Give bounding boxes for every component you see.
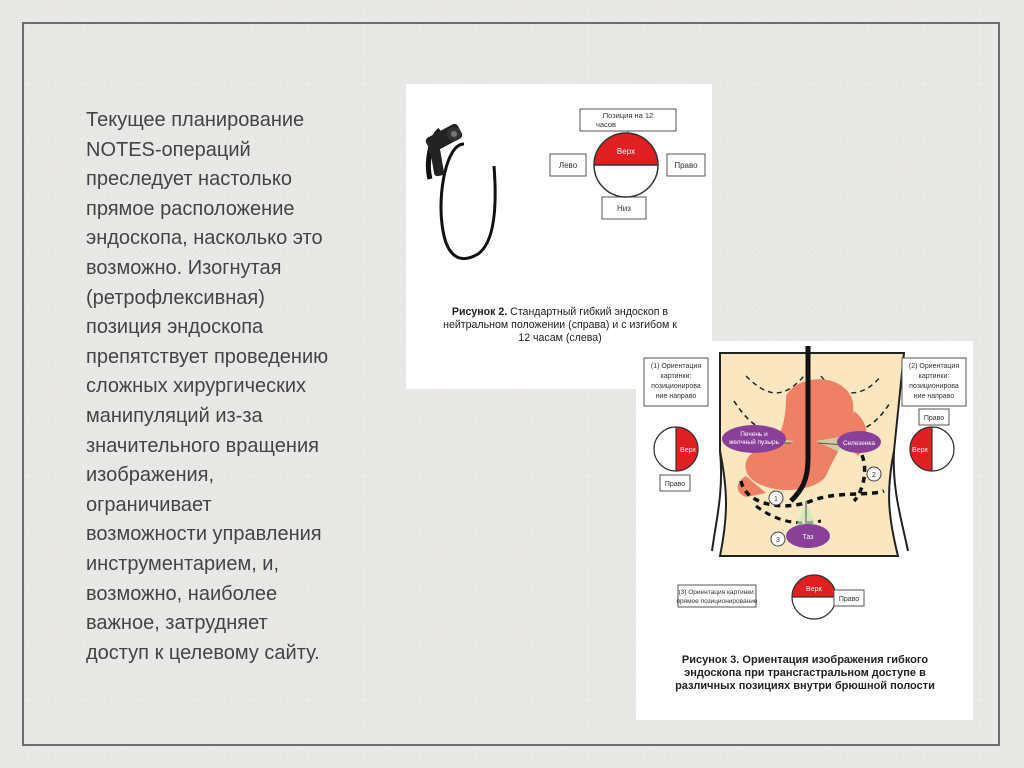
bottom-circle-sub: Право <box>838 596 860 603</box>
figure-3 <box>636 341 973 720</box>
marker-2: 2 <box>872 472 876 479</box>
body-line: возможно, наиболее <box>86 582 278 605</box>
body-line: сложных хирургических <box>86 375 307 398</box>
fig3-caption-line: Ориентация изображения гибкого <box>739 654 929 666</box>
slide-body-text <box>86 106 391 668</box>
body-line: NOTES-операций <box>86 138 251 161</box>
box3-line: (3) Ориентация картинки: <box>678 589 756 596</box>
bottom-circle-label: Верх <box>806 586 822 593</box>
endoscope-icon <box>424 122 495 258</box>
organ-liver-label-2: желчный пузырь <box>729 439 779 446</box>
body-line: прямое расположение <box>86 197 295 220</box>
right-circle-label: Верх <box>912 447 928 454</box>
fig2-caption-line: 12 часам (слева) <box>518 332 602 344</box>
body-line: инструментарием, и, <box>86 552 280 575</box>
body-line: преследует настолько <box>86 168 293 191</box>
box2-line: картинки: <box>918 373 950 380</box>
body-line: доступ к целевому сайту. <box>86 641 320 664</box>
box1-line: позиционирова <box>651 383 701 390</box>
box2-line: позиционирова <box>909 383 959 390</box>
fig2-bottom-label: Низ <box>617 204 631 213</box>
organ-liver-label-1: Печень и <box>740 431 768 438</box>
box1-line: (1) Ориентация <box>650 363 702 370</box>
fig2-center-label: Верх <box>616 147 636 156</box>
body-line: Текущее планирование <box>86 109 305 131</box>
body-line: (ретрофлексивная) <box>86 286 265 309</box>
body-line: возможности управления <box>86 523 322 546</box>
body-line: изображения, <box>86 464 215 487</box>
left-orientation-circle <box>654 427 698 471</box>
body-line: эндоскопа, насколько это <box>86 227 323 250</box>
body-line: позиция эндоскопа <box>86 316 264 339</box>
body-line: препятствует проведению <box>86 345 329 368</box>
body-line: манипуляций из-за <box>86 404 263 427</box>
figure-2-caption <box>420 306 700 345</box>
figure-3-caption <box>644 654 966 693</box>
fig3-caption-bold: Рисунок 3. <box>681 654 740 666</box>
left-circle-sub: Право <box>664 481 686 488</box>
body-line: ограничивает <box>86 493 212 516</box>
fig3-caption-line: эндоскопа при трансгастральном доступе в <box>684 667 926 679</box>
marker-3: 3 <box>776 537 780 544</box>
body-line: значительного вращения <box>86 434 319 457</box>
fig2-top-label-2: часов <box>595 120 617 129</box>
box3-line: прямое позиционирование <box>676 598 758 605</box>
fig2-right-label: Право <box>674 161 698 170</box>
box2-line: ние направо <box>913 393 955 400</box>
right-orientation-circle <box>910 427 954 471</box>
fig2-caption-bold: Рисунок 2. <box>451 306 508 318</box>
abdomen-illustration <box>712 346 908 556</box>
orientation-circle <box>594 133 658 197</box>
left-circle-label: Верх <box>680 447 696 454</box>
fig2-left-label: Лево <box>558 161 578 170</box>
organ-spleen-label: Селезенка <box>842 440 876 447</box>
fig2-caption-line: нейтральном положении (справа) и с изгибом к <box>443 319 677 331</box>
body-line: важное, затрудняет <box>86 612 268 635</box>
fig2-top-label-1: Позиция на 12 <box>602 111 654 120</box>
marker-1: 1 <box>774 496 778 503</box>
organ-pelvis-label: Таз <box>802 534 814 541</box>
box2-line: (2) Ориентация <box>908 363 960 370</box>
bottom-orientation-circle <box>792 575 836 619</box>
fig2-caption-line: Стандартный гибкий эндоскоп в <box>507 306 669 318</box>
fig3-caption-line: различных позициях внутри брюшной полости <box>675 680 935 692</box>
box1-line: ние направо <box>655 393 697 400</box>
box1-line: картинки: <box>660 373 692 380</box>
right-circle-sub: Право <box>923 415 945 422</box>
body-line: возможно. Изогнутая <box>86 256 282 279</box>
